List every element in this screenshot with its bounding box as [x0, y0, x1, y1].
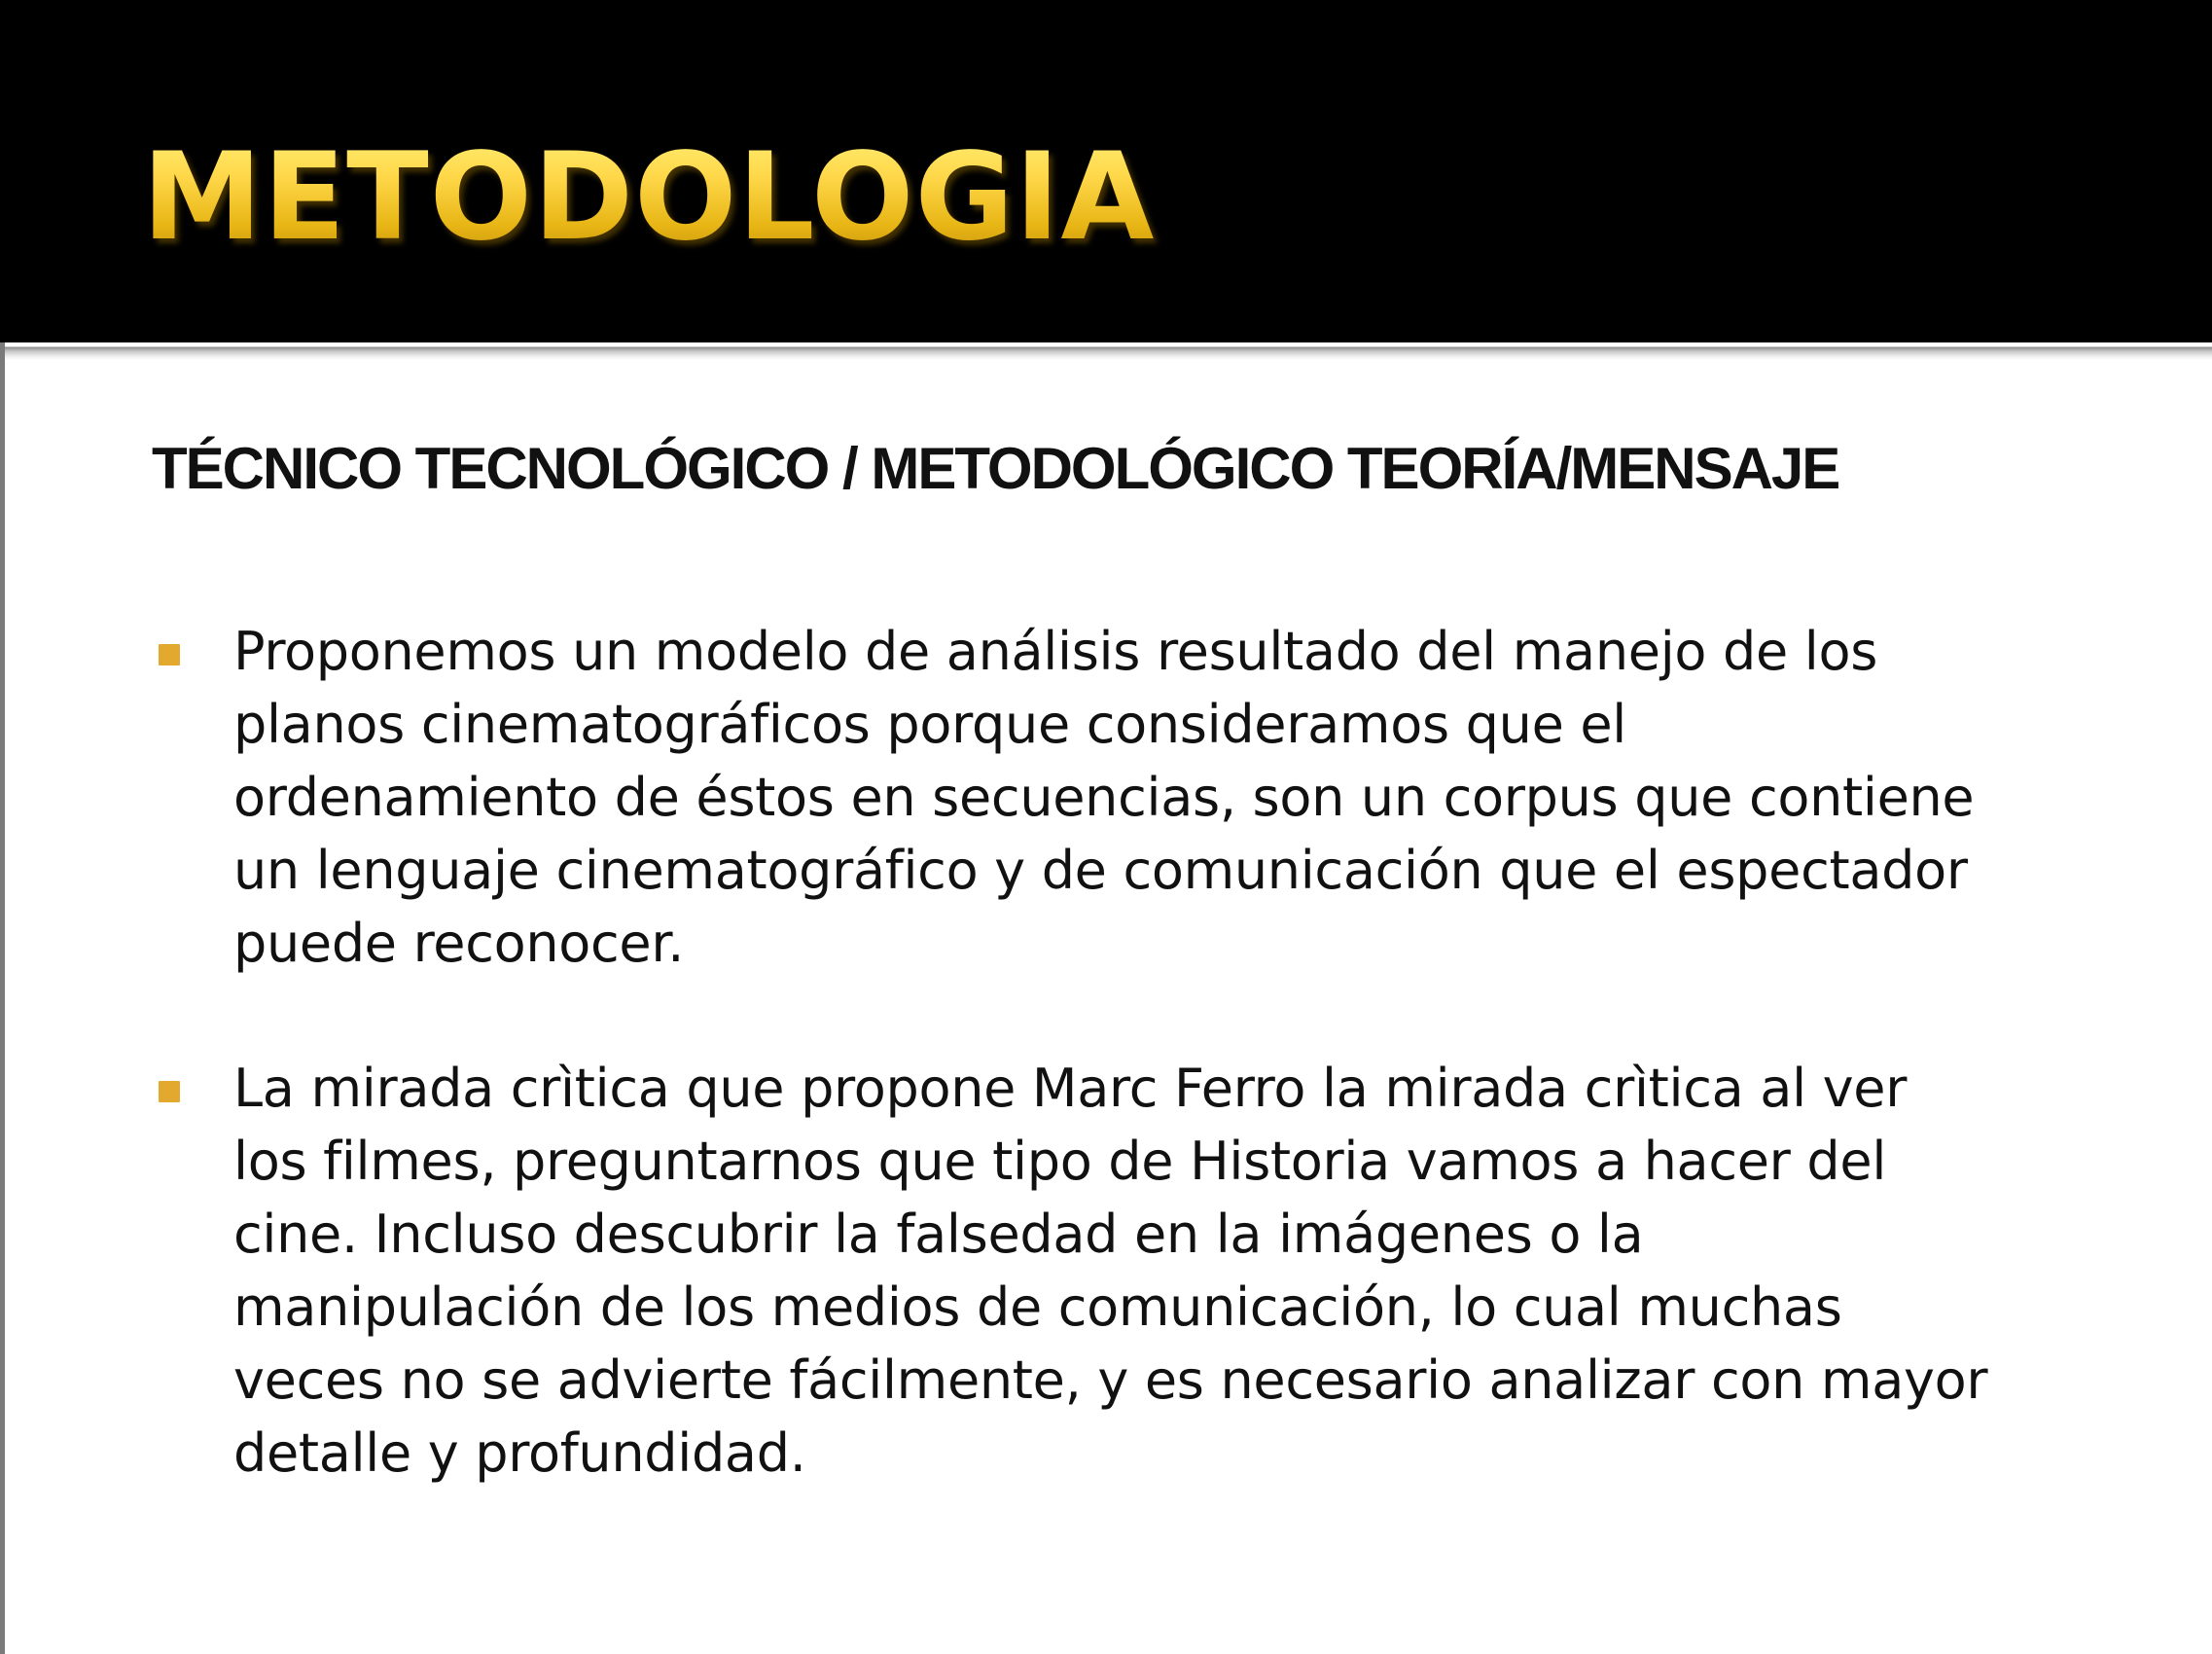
title-divider — [5, 342, 2212, 360]
square-bullet-icon — [159, 644, 180, 665]
bullet-text: La mirada crìtica que propone Marc Ferro la mirada crìtica al ver los filmes, preguntarnos que tipo de Historia vamos a hacer del cine. Incluso descubrir la falsedad en la imágenes o la manipulación de los medios de comunicación, lo cual muchas veces no se advierte fácilmente, y es necesario analizar con mayor detalle y profundidad. — [233, 1058, 1988, 1484]
slide-title: METODOLOGIA — [142, 125, 1155, 270]
slide-subheading: TÉCNICO TECNOLÓGICO / METODOLÓGICO TEORÍA/MENSAJE — [152, 436, 1839, 501]
square-bullet-icon — [159, 1081, 180, 1102]
title-band — [0, 0, 2212, 342]
bullet-text: Proponemos un modelo de análisis resultado del manejo de los planos cinematográficos porque consideramos que el ordenamiento de éstos en secuencias, son un corpus que contiene un lenguaje cinematográfico y de comunicación que el espectador puede reconocer. — [233, 621, 1975, 974]
